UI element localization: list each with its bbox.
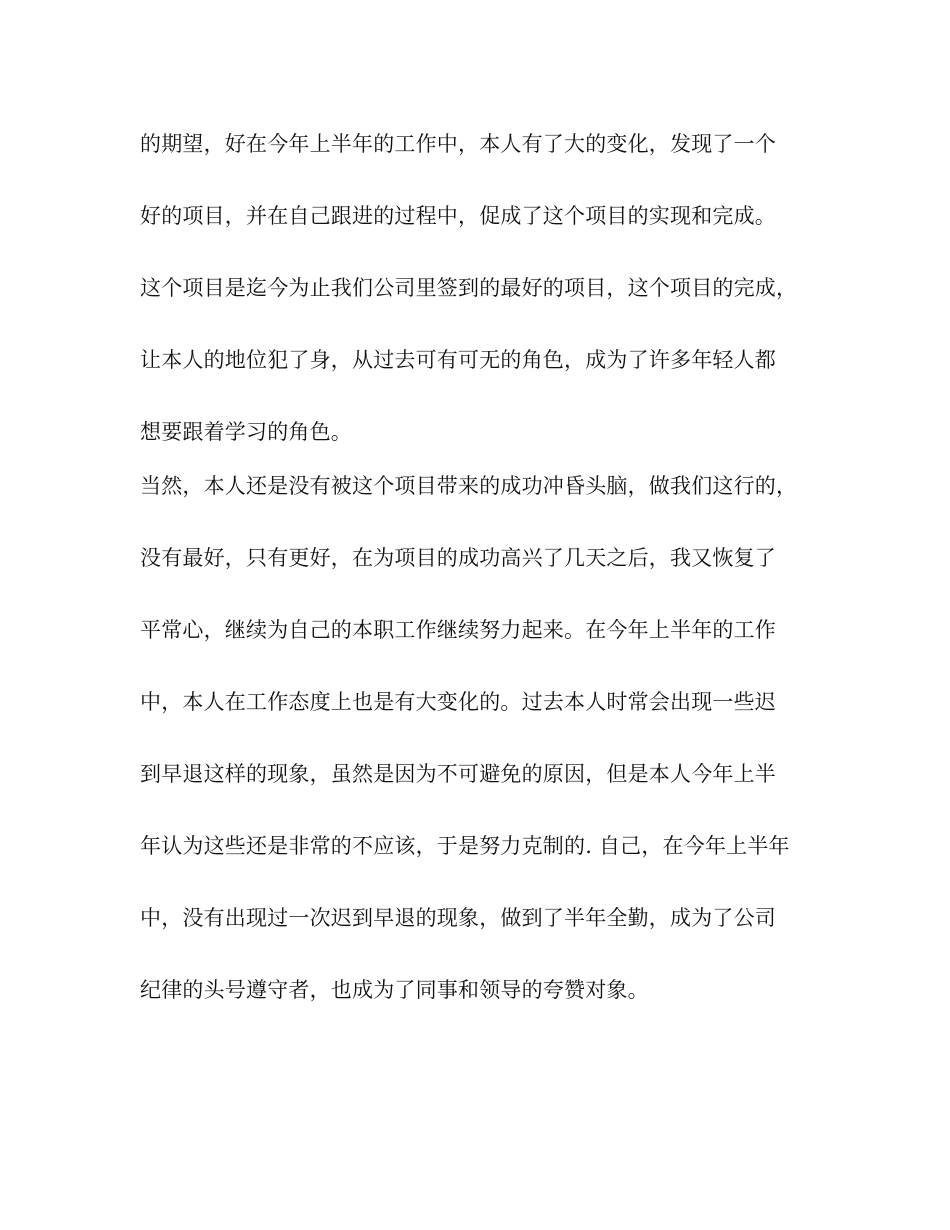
paragraph-1 <box>140 124 820 484</box>
paragraph-line: 纪律的头号遵守者，也成为了同事和领导的夸赞对象。 <box>140 978 649 1002</box>
paragraph-line: 中，本人在工作态度上也是有大变化的。过去本人时常会出现一些迟 <box>140 690 776 714</box>
paragraph-line: 当然，本人还是没有被这个项目带来的成功冲昏头脑，做我们这行的， <box>140 474 798 498</box>
paragraph-line: 想要跟着学习的角色。 <box>140 420 352 444</box>
paragraph-line: 让本人的地位犯了身，从过去可有可无的角色，成为了许多年轻人都 <box>140 348 776 372</box>
paragraph-line: 好的项目，并在自己跟进的过程中，促成了这个项目的实现和完成。 <box>140 204 776 228</box>
paragraph-line: 年认为这些还是非常的不应该，于是努力克制的. 自己，在今年上半年 <box>140 834 790 858</box>
paragraph-2 <box>140 466 820 1042</box>
paragraph-line: 这个项目是迄今为止我们公司里签到的最好的项目，这个项目的完成， <box>140 276 798 300</box>
paragraph-line: 到早退这样的现象，虽然是因为不可避免的原因，但是本人今年上半 <box>140 762 776 786</box>
paragraph-line: 的期望，好在今年上半年的工作中，本人有了大的变化，发现了一个 <box>140 132 776 156</box>
paragraph-line: 中，没有出现过一次迟到早退的现象，做到了半年全勤，成为了公司 <box>140 906 776 930</box>
paragraph-line: 平常心，继续为自己的本职工作继续努力起来。在今年上半年的工作 <box>140 618 776 642</box>
paragraph-line: 没有最好，只有更好，在为项目的成功高兴了几天之后，我又恢复了 <box>140 546 776 570</box>
